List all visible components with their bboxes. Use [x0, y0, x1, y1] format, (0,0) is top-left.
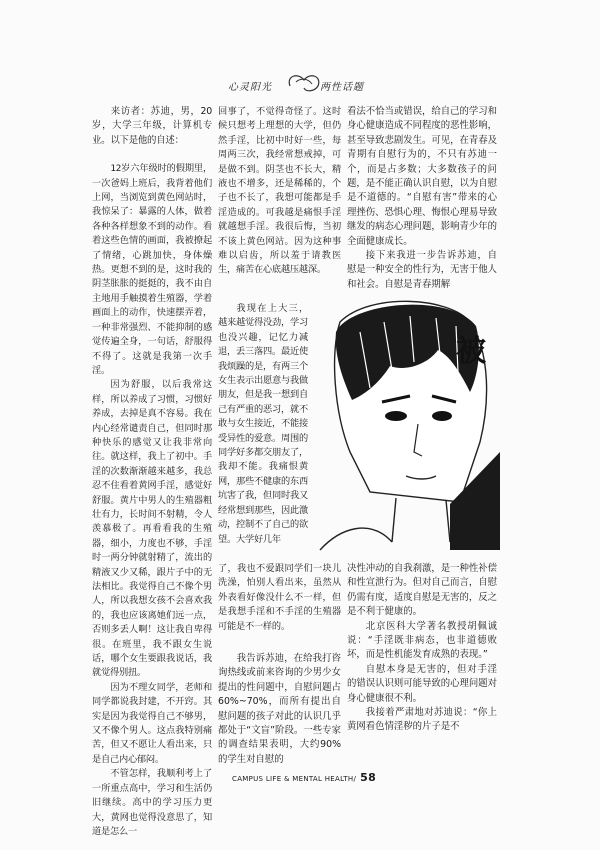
paragraph: 我接着严肃地对苏迪说：“你上黄网看色情淫秽的片子是不 — [347, 707, 497, 733]
paragraph: 接下来我进一步告诉苏迪，自慰是一种安全的性行为，无害于他人和社会。自慰是青春期解 — [347, 250, 498, 290]
article-column-3-bottom — [347, 562, 497, 735]
article-column-2-top — [218, 105, 341, 278]
paragraph: 了，我也不爱跟同学们一块儿洗澡，怕别人看出来，虽然从外表看好像没什么不一样，但是我想手淫和不手淫的生殖器可能是不一样的。 — [218, 563, 341, 632]
paragraph: 北京医科大学著名教授胡佩诚说：“手淫既非病态，也非道德败坏，而是性机能发育成熟的表现。” — [347, 620, 497, 661]
paragraph: 12岁六年级时的假期里，一次爸妈上班后，我背着他们上网，当浏览到黄色网站时，我惊呆了：暴露的人体，做着各种各样想象不到的动作。看着这些色情的画面，我被撩起了情绪，心跳加快，身体燥热。更想不到的是，这时我的阴茎胀胀的挺挺的，我不由自主地用手触摸着生殖器，学着画面上的动作，快速摆弄着，一种非常强烈、不能抑制的感觉传遍全身，一句话，舒服得不得了。这就是我第一次手淫。 — [92, 163, 212, 376]
paragraph: 我告诉苏迪，在给我打咨询热线或前来咨询的少男少女提出的性问题中，自慰问题占60%~70%，而所有提出自慰问题的孩子对此的认识几乎都处于“文盲”阶段。一些专家的调查结果表明，大约90%的学生对自慰的 — [218, 653, 341, 765]
paragraph: 来访者：苏迪，男，20岁，大学三年级，计算机专业。以下是他的自述： — [92, 106, 212, 146]
page-header — [222, 76, 402, 96]
article-column-3-top — [347, 105, 497, 292]
paragraph: 因为舒服，以后我常这样，所以养成了习惯，习惯好养成，去掉是真不容易。我在内心经常谴责自己，但同时那种快乐的感觉又让我非常向往。就这样，我上了初中。手淫的次数渐渐越来越多，我总忍不住看着黄网手淫，感觉好舒服。黄片中男人的生殖器粗壮有力，长时间不射精，令人羡慕极了。再看看我的生殖器，细小，力度也不够，手淫时一两分钟就射精了，流出的精液又少又稀，跟片子中的无法相比。我觉得自己不像个男人，所以我想女孩不会喜欢我的，我也应该离她们远一点，否则多丢人啊！这让我自卑得很。在班里，我不跟女生说话，哪个女生要跟我说话，我就觉得别扭。 — [92, 379, 212, 679]
paragraph: 不管怎样，我顺利考上了一所重点高中，学习和生活仍旧继续。高中的学习压力更大，黄网也觉得没意思了，知道是怎么一 — [92, 768, 212, 837]
paragraph: 因为不理女同学，老师和同学都说我封建，不开窍。其实是因为我觉得自己不够男，又不像个男人。这点我特别痛苦，但又不愿让人看出来，只是自己内心郁闷。 — [92, 681, 212, 765]
article-column-2-bottom — [218, 652, 341, 767]
header-section-title: 心灵阳光 — [228, 82, 272, 93]
article-column-2-wrap — [218, 302, 308, 547]
page-footer — [232, 771, 376, 784]
heart-swirl-icon — [284, 70, 324, 94]
paragraph: 回事了，不觉得奇怪了。这时候只想考上理想的大学，但仍然手淫，比初中时好一些，每周两三次，我经常想戒掉，可是做不到。阴茎也不长大，精液也不增多，还是稀稀的，个子也不长了，我想可能都是手淫造成的。可我越是痛恨手淫就越想手淫。我很后悔，当初不该上黄色网站。因为这种事难以启齿，所以羞于请教医生，痛苦在心底越压越深。 — [218, 106, 341, 276]
paragraph: 自慰本身是无害的，但对手淫的错误认识则可能导致的心理问题对身心健康很不利。 — [347, 663, 498, 704]
paragraph: 我现在上大三，越来越觉得没劲，学习也没兴趣，记忆力减退，丢三落四。最近使我烦躁的是，有两三个女生表示出愿意与我做朋友，但是我一想到自己有严重的恶习，就不敢与女生接近，不能接受异性的爱意。周围的同学好多都交朋友了，我却不能。我痛恨黄网，那些不健康的东西坑害了我，但同时我又经常想到那些，因此激动，控制不了自己的欲望。大学好几年 — [218, 303, 308, 545]
article-column-2-mid — [218, 562, 341, 634]
paragraph: 看法不恰当或错误，给自己的学习和身心健康造成不同程度的恶性影响，甚至导致悲剧发生。可见，在青春及青期有自慰行为的，不只有苏迪一个，而是占多数；大多数孩子的问题，是不能正确认识自慰，以为自慰是不道德的。“自慰有害”带来的心理挫伤、恐惧心理、悔恨心理易导致继发的病态心理问题，影响青少年的全面健康成长。 — [347, 106, 498, 247]
caption-character: 被 — [456, 334, 486, 369]
article-column-1 — [92, 105, 212, 839]
page-number: 58 — [360, 771, 377, 784]
header-column-name: 两性话题 — [320, 82, 364, 93]
paragraph: 决性冲动的自我刹激，是一种性补偿和性宣泄行为。但对自己而言，自慰仍需有度，适度自慰是无害的，反之是不利于健康的。 — [347, 563, 498, 618]
magazine-name: CAMPUS LIFE & MENTAL HEALTH/ — [232, 775, 357, 783]
